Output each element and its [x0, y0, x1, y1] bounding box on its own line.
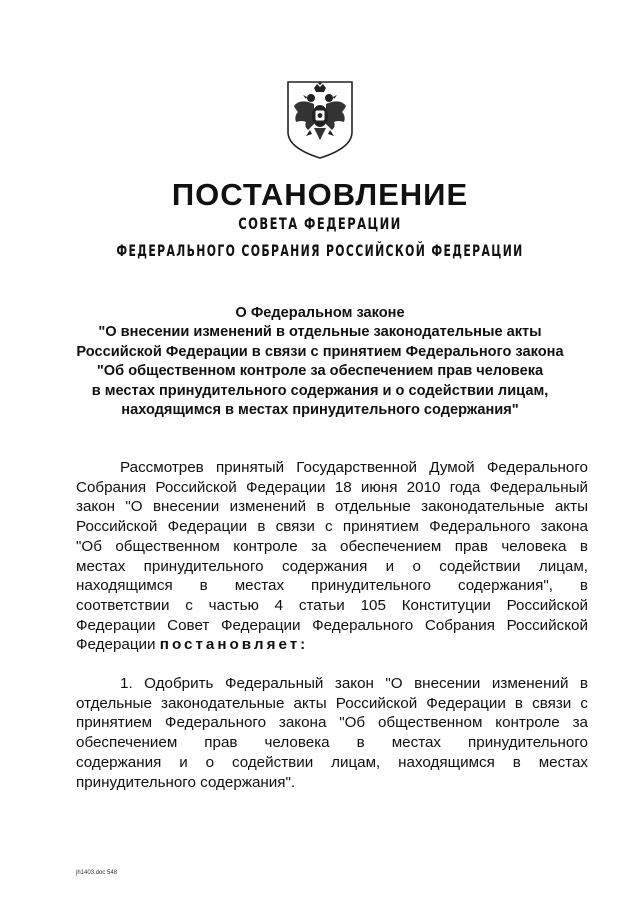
paragraph-line: местах принудительного содержания и о содействии лицам,: [76, 557, 588, 575]
resolution-item-1: [76, 674, 588, 792]
subject-line: О Федеральном законе: [235, 305, 405, 321]
paragraph-line-final: [76, 635, 588, 655]
paragraph-line: Российской Федерации в связи с принятием Федерального закона: [76, 518, 588, 536]
paragraph-line: Федерации: [76, 636, 156, 654]
paragraph-line: принудительного содержания".: [76, 773, 296, 791]
paragraph-line: отдельные законодательные акты Российской Федерации в связи с: [76, 694, 588, 712]
document-title: ПОСТАНОВЛЕНИЕ: [171, 177, 469, 212]
document-subtitle-line2: ФЕДЕРАЛЬНОГО СОБРАНИЯ РОССИЙСКОЙ ФЕДЕРАЦИИ: [116, 241, 524, 260]
paragraph-line: Собрания Российской Федерации 18 июня 2010 года Федеральный: [76, 478, 588, 496]
paragraph-line: находящимся в местах принудительного содержания", в: [76, 577, 588, 595]
paragraph-line: Рассмотрев принятый Государственной Думой Федерального: [120, 459, 588, 476]
coat-of-arms-icon: [284, 76, 356, 160]
subject-line: "О внесении изменений в отдельные законодательные акты: [98, 324, 542, 341]
paragraph-line: Федерации Совет Федерации Федерального Собрания Российской: [76, 616, 588, 634]
paragraph-line: "Об общественном контроле за обеспечением прав человека в: [76, 537, 588, 555]
subject-line: находящимся в местах принудительного содержания": [121, 402, 519, 419]
document-subtitle-line1: СОВЕТА ФЕДЕРАЦИИ: [238, 214, 402, 233]
document-code: jh1403.doc 548: [76, 870, 118, 876]
subject-line: в местах принудительного содержания и о содействии лицам,: [91, 382, 549, 399]
paragraph-line: принятием Федерального закона "Об общественном контроле за: [76, 714, 588, 732]
preamble-paragraph: [76, 458, 588, 655]
paragraph-line: содержания и о содействии лицам, находящимся в местах: [76, 753, 588, 771]
paragraph-line: 1. Одобрить Федеральный закон "О внесении изменений в: [120, 675, 588, 692]
paragraph-line: соответствии с частью 4 статьи 105 Конституции Российской: [76, 596, 588, 614]
subject-line: Российской Федерации в связи с принятием Федерального закона: [76, 343, 564, 360]
subject-line: "Об общественном контроле за обеспечением прав человека: [96, 363, 544, 380]
paragraph-line: закон "О внесении изменений в отдельные законодательные акты: [76, 498, 588, 516]
paragraph-line: обеспечением прав человека в местах принудительного: [76, 734, 588, 752]
document-subject: [40, 304, 600, 420]
decision-keyword: постановляет:: [159, 636, 309, 654]
